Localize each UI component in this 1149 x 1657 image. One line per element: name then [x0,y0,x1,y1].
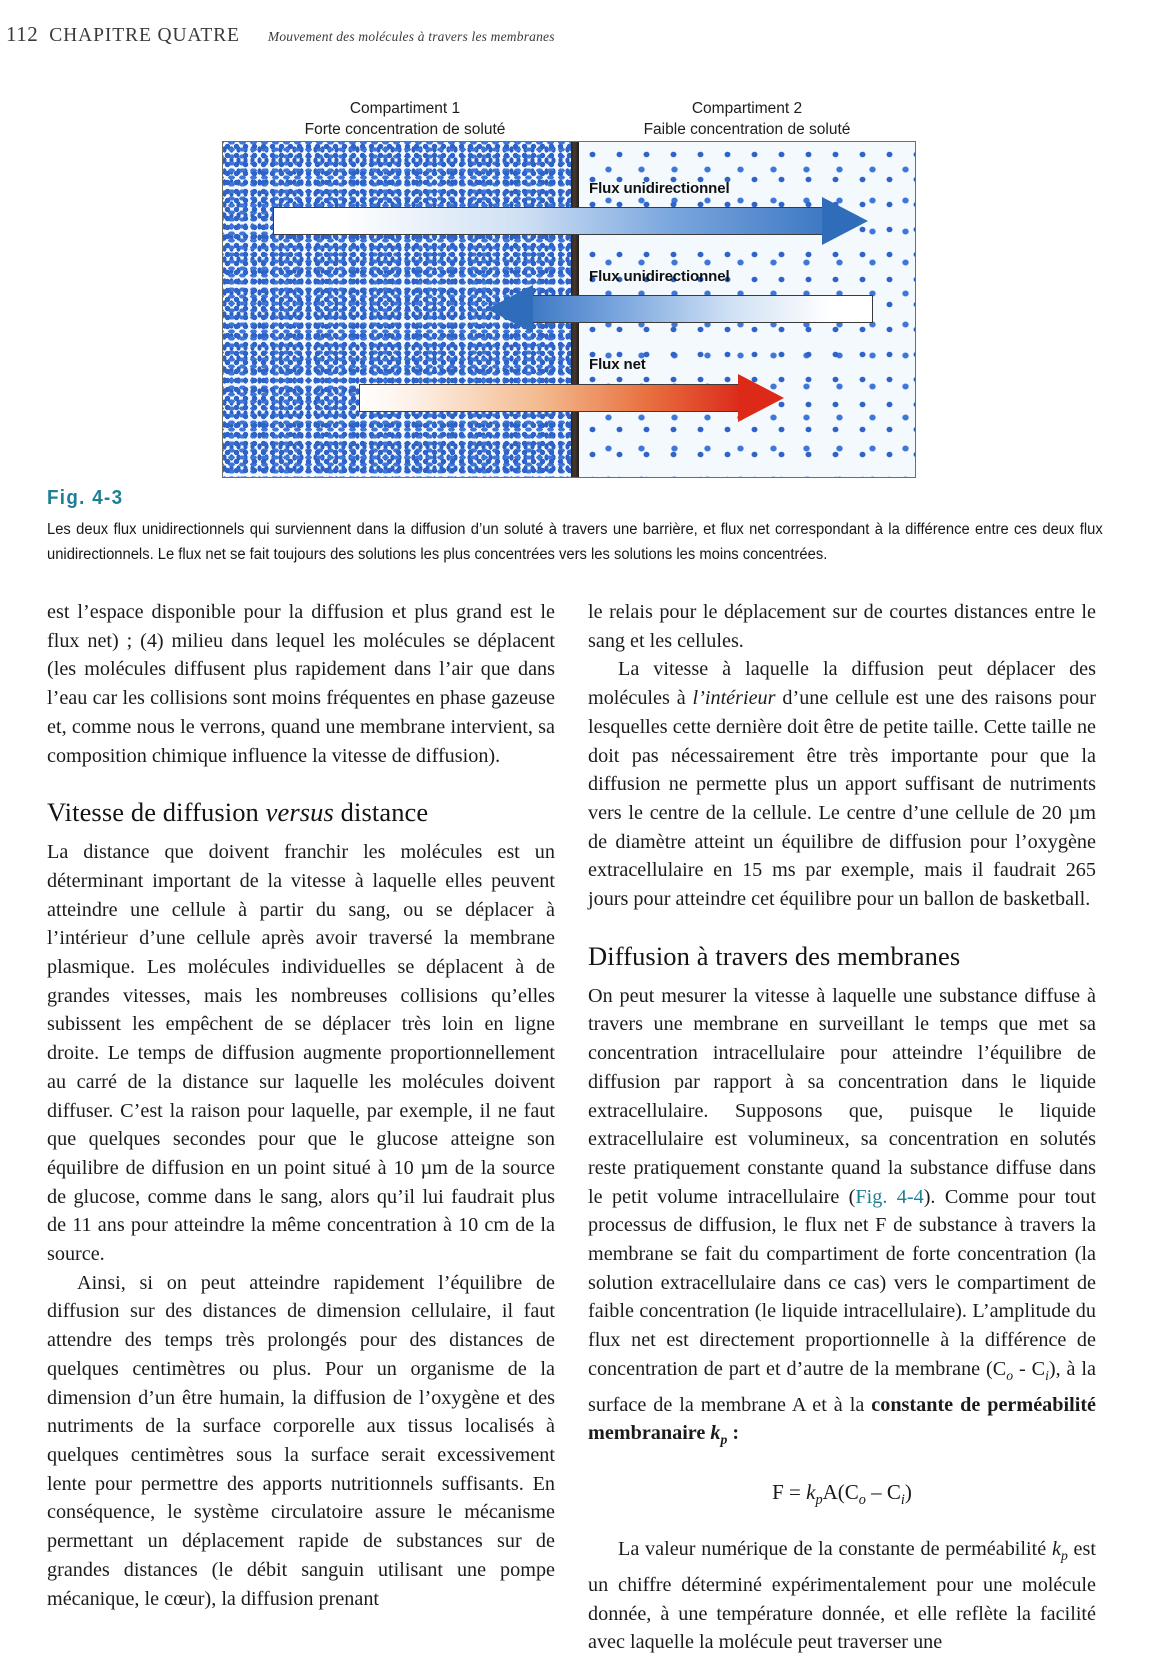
arrow-shaft [273,207,824,235]
caption-text: Les deux flux unidirectionnels qui surviennent dans la diffusion d’un soluté à travers une barrière, et flux net correspondant à la différence entre ces deux flux unidirectionnels. Le flux net se fait toujours des solutions les plus concentrées vers les solutions les moins concentrées. [47,521,1103,563]
page-number: 112 [6,22,39,46]
unidirectional-flux-left-arrow [487,295,873,323]
paragraph-right-2 [588,655,1096,913]
paragraph-right-4-part-b: est un chiffre déterminé expérimentalement pour une molécule donnée, à une température donnée, et elle reflète la facilité avec laquelle la molécule peut traverser une [588,1538,1096,1654]
paragraph-right-2-part-b: d’une cellule est une des raisons pour lesquelles cette dernière doit être de petite taille. Cette taille ne doit pas nécessairement être très importante pour que la diffusion ne permette plus un apport suffisant de nutriments vers le centre de la cellule. Le centre d’une cellule de 20 µm de diamètre atteint un équilibre de diffusion pour l’oxygène extracellulaire en 15 ms par exemple, mais il faudrait 265 jours pour atteindre cet équilibre pour un ballon de basketball. [588,687,1096,911]
arrow-head [822,197,868,245]
compartment-1-heading [240,98,570,140]
compartment-2-subtitle: Faible concentration de soluté [643,121,851,138]
figure-caption [47,487,1103,567]
flux-label-unidirectional-1: Flux unidirectionnel [589,180,730,197]
equation-ci-subscript: i [900,1492,905,1509]
paragraph-right-3-part-a: On peut mesurer la vitesse à laquelle une substance diffuse à travers une membrane en surveillant le temps que met sa concentration intracellulaire pour atteindre l’équilibre de diffusion par rapport à sa concentration dans le liquide extracellulaire. Supposons que, puisque le liquide extracellulaire est volumineux, sa concentration en solutés reste pratiquement constante quand la substance diffuse dans le petit volume intracellulaire ( [588,984,1096,1208]
compartment-1-subtitle: Forte concentration de soluté [304,121,506,138]
paragraph-left-2: La distance que doivent franchir les molécules est un déterminant important de la vitesse à laquelle elles peuvent atteindre une cellule à partir du sang, ou se déplacer à l’intérieur d’une cellule après avoir traversé la membrane plasmique. Les molécules individuelles se déplacent à de grandes vitesses, mais les nombreuses collisions qu’elles subissent les empêchent de se déplacer très loin en ligne droite. Le temps de diffusion augmente proportionnellement au carré de la distance sur laquelle les molécules doivent diffuser. C’est la raison pour laquelle, par exemple, il ne faut que quelques secondes pour que le glucose atteigne son équilibre de diffusion en un point situé à 10 µm de la source de glucose, comme dans le sang, alors qu’il lui faudrait plus de 11 ans pour atteindre la même concentration à 10 cm de la source. [47,841,555,1266]
section-heading-diffusion-membranes: Diffusion à travers des membranes [588,940,961,971]
equation-close-paren: ) [904,1480,912,1505]
paragraph-right-3-part-c: - C [1013,1357,1046,1380]
figure-cross-reference-link[interactable]: Fig. 4-4 [855,1185,924,1208]
figure-column-headings [222,98,918,142]
paragraph-right-3-part-d: ), à la surface de la membrane A et à la [588,1357,1096,1416]
heading-text-italic: versus [265,797,334,828]
paragraph-right-4-k-symbol: k [1051,1538,1061,1561]
arrow-head [738,374,784,422]
permeability-constant-phrase: constante de perméabilité membranaire [588,1393,1096,1445]
arrow-shaft [531,295,873,323]
equation-k-subscript: p [815,1492,823,1509]
paragraph-right-2-italic: l’intérieur [692,687,776,710]
heading-text-part-1: Vitesse de diffusion [47,797,266,828]
chapter-subject: Mouvement des molécules à travers les membranes [267,29,555,44]
concentration-outside-subscript: o [1006,1367,1014,1383]
paragraph-right-1: le relais pour le déplacement sur de courtes distances entre le sang et les cellules. [588,601,1096,652]
equation-co-subscript: o [858,1492,866,1509]
compartment-2-title: Compartiment 2 [691,100,803,117]
paragraph-right-4 [588,1535,1096,1657]
paragraph-right-4-part-a: La valeur numérique de la constante de perméabilité [618,1538,1052,1561]
permeability-constant-symbol: k [710,1422,721,1445]
body-column-right [588,598,1096,1657]
heading-text-part-2: distance [333,797,429,828]
diffusion-diagram-panel [222,141,916,478]
compartment-2-heading [577,98,917,140]
running-head [6,22,1106,48]
concentration-inside-subscript: i [1045,1367,1049,1383]
paragraph-right-4-k-subscript: p [1060,1548,1068,1564]
flux-equation [588,1477,1096,1515]
equation-flux-term: F = [772,1480,807,1505]
chapter-title: CHAPITRE QUATRE [49,25,240,46]
equation-k-symbol: k [806,1480,816,1505]
figure-number: Fig. 4-3 [47,487,124,509]
equation-minus-term: – C [865,1480,901,1505]
paragraph-right-2-part-a: La vitesse à laquelle la diffusion peut déplacer des molécules à [588,658,1096,710]
paragraph-right-3-colon: : [727,1422,740,1445]
arrow-head [487,285,533,333]
net-flux-arrow [359,384,784,412]
compartment-1-title: Compartiment 1 [349,100,461,117]
paragraph-left-3: Ainsi, si on peut atteindre rapidement l’équilibre de diffusion sur des distances de dimension cellulaire, il faut attendre des temps très prolongés pour des distances de quelques centimètres ou plus. Pour un organisme de la dimension d’un être humain, la diffusion de l’oxygène et des nutriments de la surface corporelle aux tissus localisés à quelques centimètres sous la surface serait excessivement lente pour permettre des apports nutritionnels suffisants. En conséquence, le système circulatoire assure le mécanisme permettant un déplacement rapide de substances sur de grandes distances (le débit sanguin utilisant une pompe mécanique, le cœur), la diffusion prenant [47,1271,555,1610]
flux-label-unidirectional-2: Flux unidirectionnel [589,268,730,285]
paragraph-left-1: est l’espace disponible pour la diffusion et plus grand est le flux net) ; (4) milieu dans lequel les molécules se déplacent (les molécules diffusent plus rapidement dans l’air que dans l’eau car les collisions sont moins fréquentes en phase gazeuse et, comme nous le verrons, quand une membrane intervient, sa composition chimique influence la vitesse de diffusion). [47,601,555,767]
equation-area-term: A(C [822,1480,859,1505]
flux-label-net: Flux net [589,356,646,373]
permeability-constant-subscript: p [720,1432,728,1448]
paragraph-right-3 [588,982,1096,1455]
figure-4-3 [222,98,918,480]
section-heading-vitesse-de-diffusion [47,795,555,829]
unidirectional-flux-right-arrow [273,207,868,235]
body-column-left [47,598,555,1613]
arrow-shaft [359,384,740,412]
paragraph-right-3-part-b: ). Comme pour tout processus de diffusion, le flux net F de substance à travers la membrane se fait du compartiment de forte concentration (la solution extracellulaire dans ce cas) vers le compartiment de faible concentration (le liquide intracellulaire). L’amplitude du flux net est directement proportionnelle à la différence de concentration de part et d’autre de la membrane (C [588,1185,1097,1380]
